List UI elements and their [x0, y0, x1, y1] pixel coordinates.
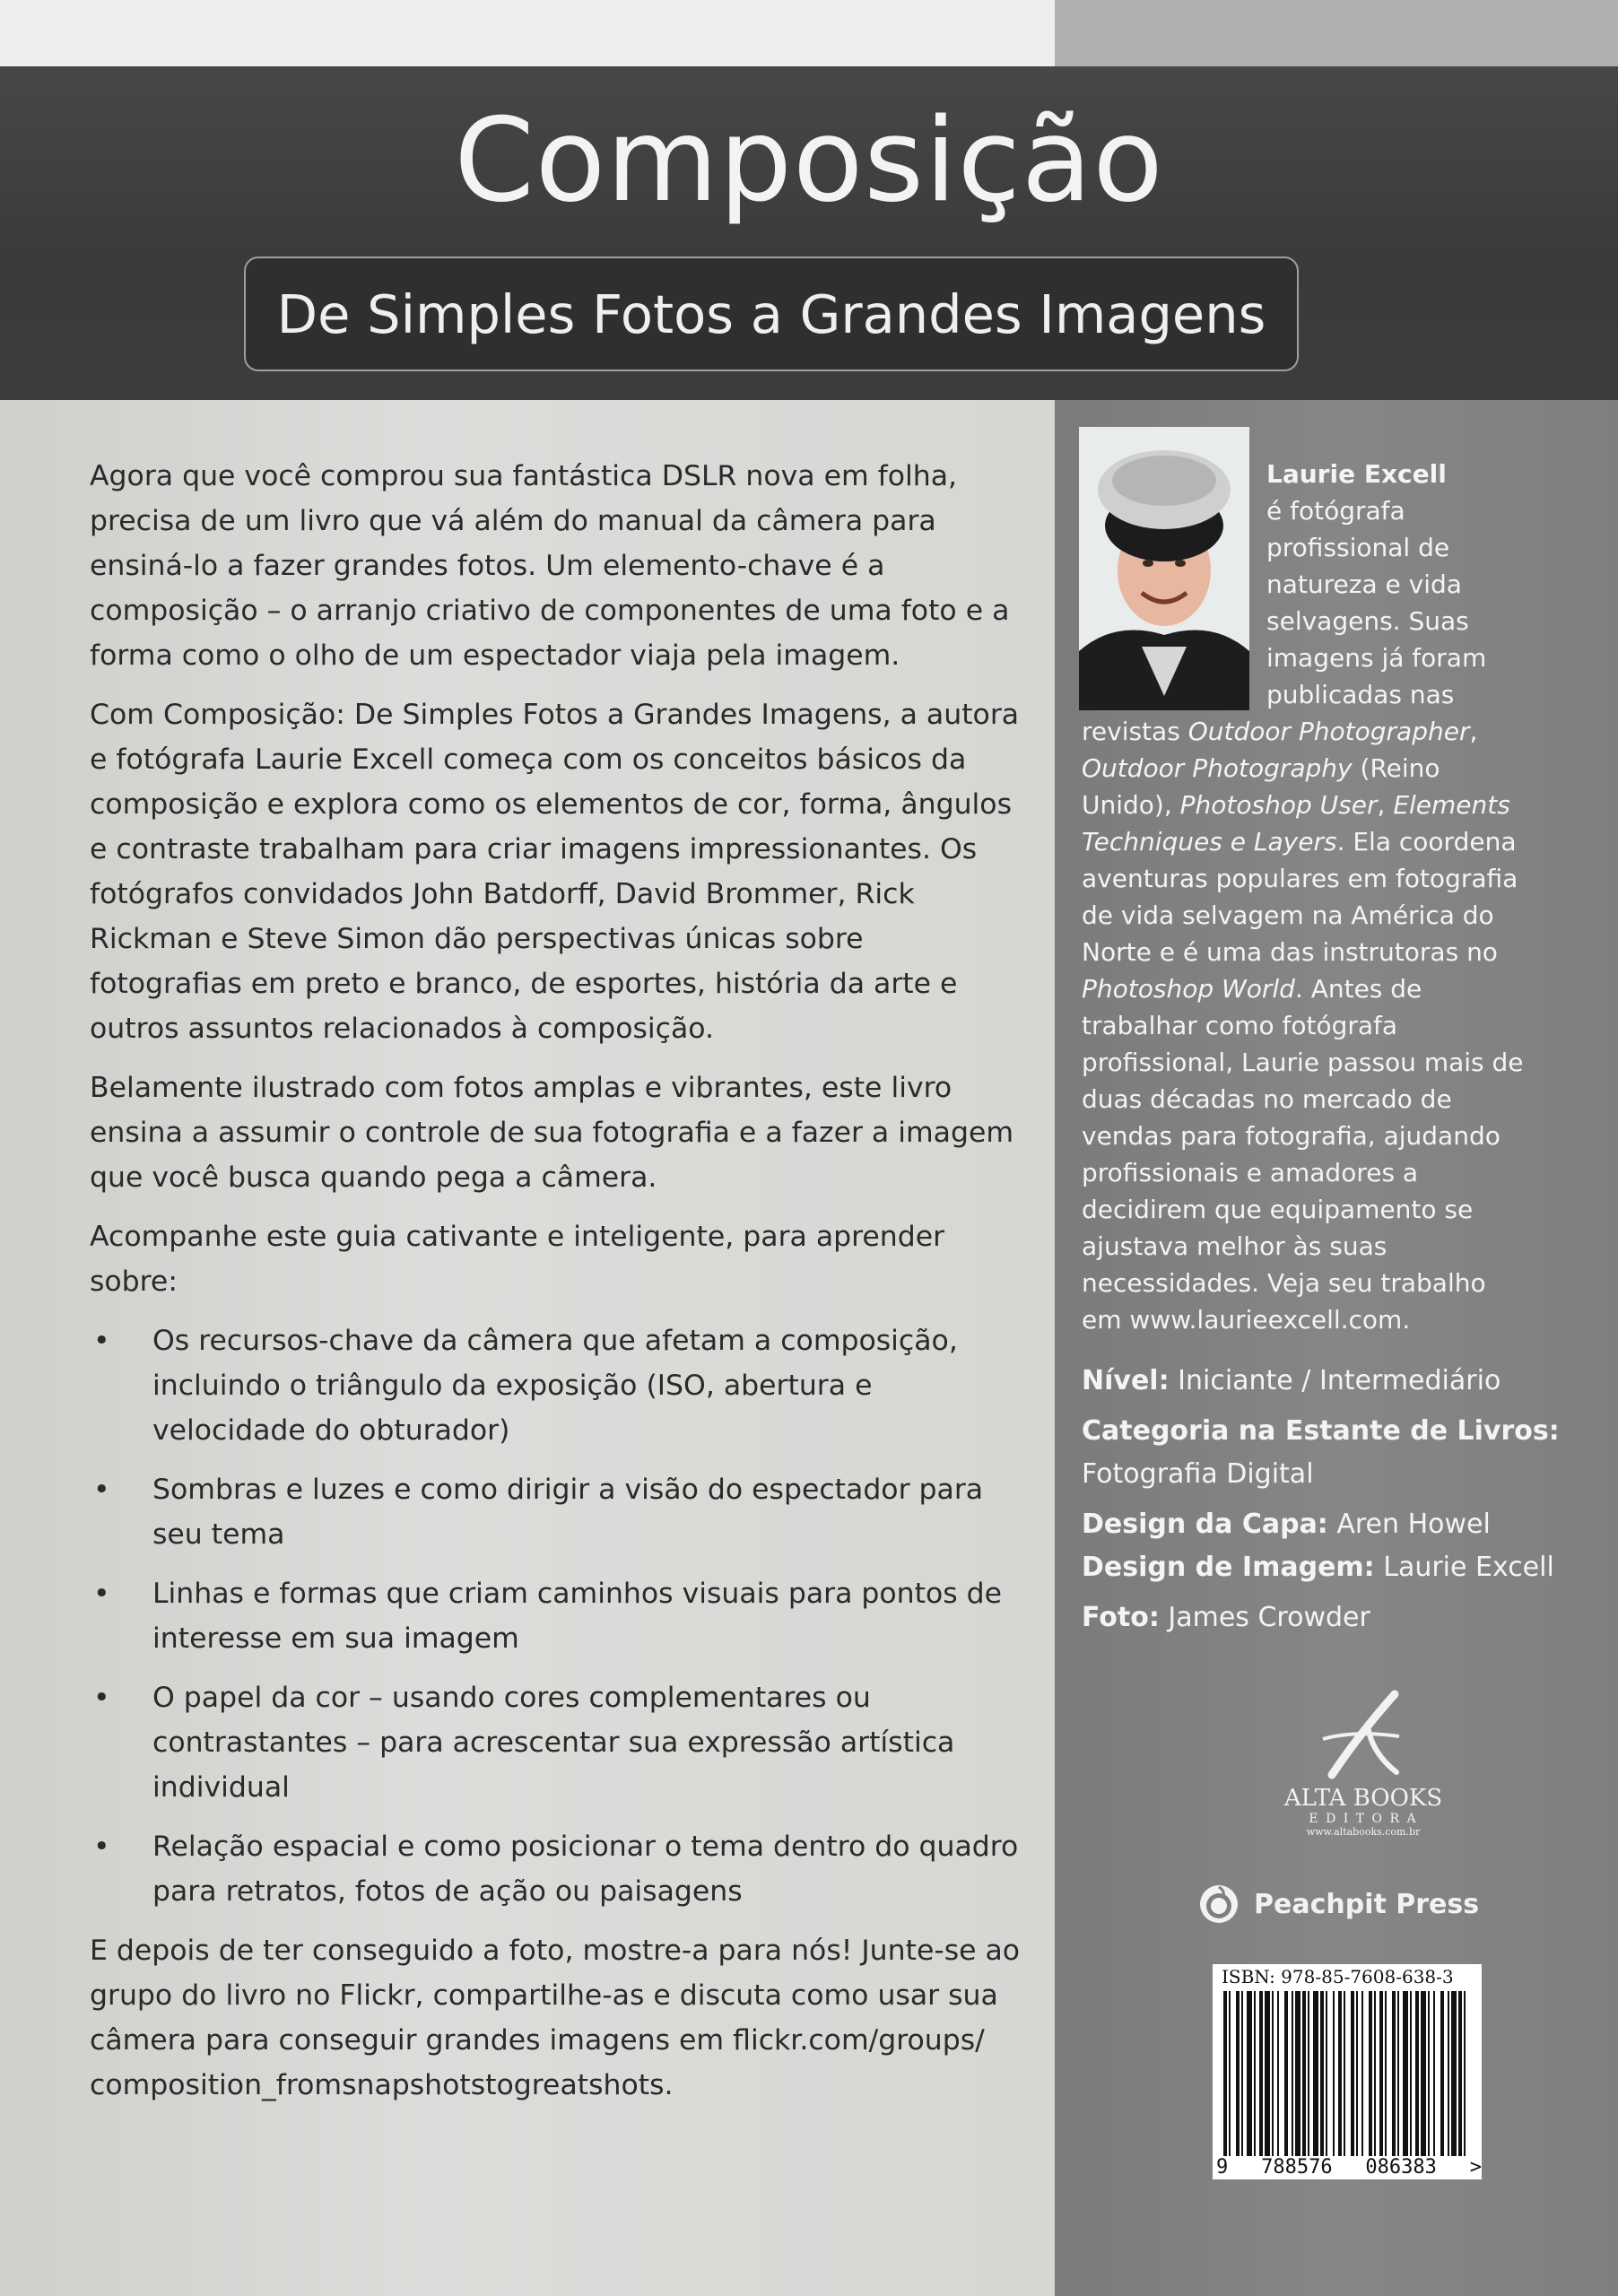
alta-books-logo [1274, 1690, 1453, 1838]
author-name: Laurie Excell [1266, 459, 1447, 489]
description-text [90, 454, 1022, 2122]
list-item [90, 1675, 1022, 1810]
barcode-digit-group-2: 086383 [1365, 2156, 1437, 2179]
isbn-label: ISBN: 978-85-7608-638-3 [1222, 1966, 1454, 1987]
book-subtitle: De Simples Fotos a Grandes Imagens [276, 283, 1266, 345]
barcode-digit-group-1: 788576 [1261, 2156, 1333, 2179]
bullet-icon: • [93, 1831, 110, 1863]
list-item-text: O papel da cor – usando cores complementares ou contrastantes – para acrescentar sua expressão artística individual [152, 1682, 955, 1804]
cover-design-row [1082, 1503, 1602, 1546]
peachpit-name: Peachpit Press [1254, 1888, 1480, 1920]
list-item-text: Os recursos-chave da câmera que afetam a composição, incluindo o triângulo da exposição (ISO, abertura e velocidade do obturador) [152, 1325, 958, 1447]
list-item-text: Sombras e luzes e como dirigir a visão do espectador para seu tema [152, 1474, 984, 1551]
bullet-icon: • [93, 1474, 110, 1506]
level-label: Nível: [1082, 1365, 1170, 1396]
bio-text: revistas [1082, 717, 1188, 746]
bullet-icon: • [93, 1682, 110, 1714]
category-value: Fotografia Digital [1082, 1458, 1314, 1490]
description-paragraph-3: Belamente ilustrado com fotos amplas e vibrantes, este livro ensina a assumir o controle de sua fotografia e a fazer a imagem que você busca quando pega a câmera. [90, 1072, 1014, 1194]
bullet-icon: • [93, 1578, 110, 1610]
barcode-digit-first: 9 [1216, 2156, 1229, 2179]
description-paragraph-2: Com Composição: De Simples Fotos a Grandes Imagens, a autora e fotógrafa Laurie Excell começa com os conceitos básicos da composição e explora como os elementos de cor, forma, ângulos e contraste trabalham para criar imagens impressionantes. Os fotógrafos convidados John Batdorff, David Brommer, Rick Rickman e Steve Simon dão perspectivas únicas sobre fotografias em preto e branco, de esportes, história da arte e outros assuntos relacionados à composição. [90, 699, 1020, 1045]
bio-text: . Antes de trabalhar como fotógrafa profissional, Laurie passou mais de duas décadas no mercado de vendas para fotografia, ajudando profissionais e amadores a decidirem que equipamento se ajustava melhor às suas necessidades. Veja seu trabalho em www.laurieexcell.com. [1082, 974, 1524, 1335]
description-paragraph-5: E depois de ter conseguido a foto, mostre-a para nós! Junte-se ao grupo do livro no Flickr, compartilhe-as e discuta como usar sua câmera para conseguir grandes imagens em flickr.com/groups/ composition_fromsnapshotstogreatshots. [90, 1935, 1021, 2101]
alta-books-subtitle: E D I T O R A [1309, 1812, 1418, 1826]
photo-credit-label: Foto: [1082, 1602, 1160, 1633]
list-item-text: Linhas e formas que criam caminhos visuais para pontos de interesse em sua imagem [152, 1578, 1003, 1655]
alta-books-url: www.altabooks.com.br [1306, 1826, 1421, 1838]
description-paragraph-1: Agora que você comprou sua fantástica DSLR nova em folha, precisa de um livro que vá além do manual da câmera para ensiná-lo a fazer grandes fotos. Um elemento-chave é a composição – o arranjo criativo de componentes de uma foto e a forma como o olho de um espectador viaja pela imagem. [90, 460, 1010, 672]
level-row [1082, 1360, 1602, 1403]
barcode-digit-end: > [1469, 2156, 1482, 2179]
book-metadata [1082, 1360, 1602, 1639]
list-item [90, 1571, 1022, 1661]
photo-credit-row [1082, 1596, 1602, 1639]
peach-icon [1198, 1883, 1240, 1925]
peachpit-logo [1198, 1883, 1479, 1925]
image-design-label: Design de Imagem: [1082, 1552, 1375, 1583]
description-paragraph-4: Acompanhe este guia cativante e inteligente, para aprender sobre: [90, 1221, 945, 1298]
photo-credit-value: James Crowder [1168, 1602, 1370, 1633]
topic-list [90, 1318, 1022, 1914]
image-design-value: Laurie Excell [1383, 1552, 1554, 1583]
barcode-digits [1216, 2156, 1482, 2179]
cover-design-label: Design da Capa: [1082, 1509, 1328, 1540]
subtitle-box [244, 257, 1299, 371]
bio-text: , [1469, 717, 1478, 746]
bullet-icon: • [93, 1325, 110, 1357]
list-item [90, 1318, 1022, 1453]
category-row [1082, 1410, 1602, 1496]
publication-title: Photoshop World [1082, 974, 1295, 1004]
cover-design-value: Aren Howel [1336, 1509, 1491, 1540]
publication-title: Elements Techniques e Layers [1082, 790, 1510, 857]
publication-title: Outdoor Photographer [1187, 717, 1470, 746]
author-bio-head: é fotógrafa profissional de natureza e vida selvagens. Suas imagens já foram publicadas nas [1266, 496, 1487, 709]
category-label: Categoria na Estante de Livros: [1082, 1415, 1560, 1447]
top-strip-right [1055, 0, 1618, 66]
list-item [90, 1824, 1022, 1914]
alta-books-name: ALTA BOOKS [1283, 1785, 1443, 1812]
barcode [1222, 1991, 1473, 2156]
bio-text: . Ela coordena aventuras populares em fotografia de vida selvagem na América do Norte e é uma das instrutoras no [1082, 827, 1518, 967]
bio-text: , [1377, 790, 1394, 820]
list-item [90, 1467, 1022, 1557]
top-strip-left [0, 0, 1055, 66]
publication-title: Photoshop User [1179, 790, 1378, 820]
author-bio [1082, 456, 1530, 1338]
author-bio-body [1082, 713, 1530, 1338]
book-title: Composição [454, 94, 1164, 228]
author-bio-intro [1266, 456, 1530, 713]
image-design-row [1082, 1546, 1602, 1589]
list-item-text: Relação espacial e como posicionar o tema dentro do quadro para retratos, fotos de ação ou paisagens [152, 1831, 1019, 1908]
publication-title: Outdoor Photography [1082, 753, 1353, 783]
level-value: Iniciante / Intermediário [1178, 1365, 1501, 1396]
alta-books-icon [1314, 1690, 1413, 1779]
bio-text: (Reino Unido), [1082, 753, 1440, 820]
